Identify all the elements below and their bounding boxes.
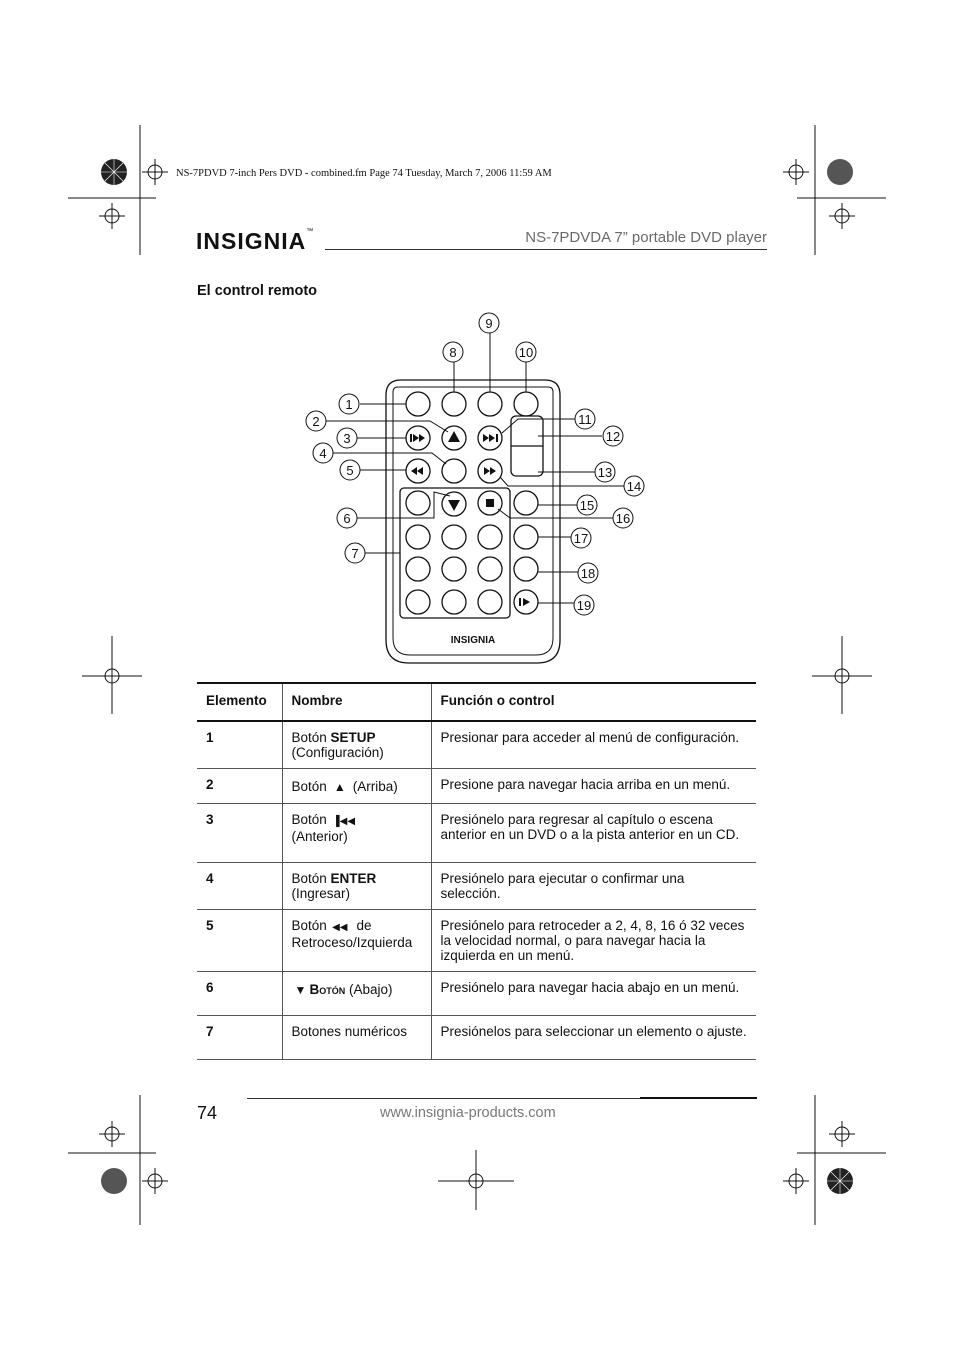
row-function: Presiónelo para retroceder a 2, 4, 8, 16 ó 32 veces la velocidad normal, o para navegar hacia la izquierda en un menú. (431, 910, 756, 972)
row-function: Presione para navegar hacia arriba en un menú. (431, 769, 756, 804)
row-number: 6 (197, 972, 282, 1016)
button-15 (514, 491, 538, 515)
row-number: 4 (197, 863, 282, 910)
header-rule (325, 249, 767, 250)
table-row (197, 1016, 756, 1060)
remote-control-diagram (290, 308, 660, 668)
remote-brand-logo: INSIGNIA (450, 635, 496, 646)
callout-label: 6 (343, 511, 351, 526)
table-row (197, 721, 756, 769)
table-header-row (197, 683, 756, 721)
button-10 (514, 392, 538, 416)
table-row (197, 972, 756, 1016)
callout-label: 19 (576, 598, 592, 613)
button-18 (514, 557, 538, 581)
callout-label: 12 (605, 429, 621, 444)
row-name: Botón ▲ (Arriba) (282, 769, 431, 804)
header-function: Función o control (431, 683, 756, 721)
row-function: Presiónelo para regresar al capítulo o escena anterior en un DVD o a la pista anterior en un CD. (431, 804, 756, 863)
remote-body (386, 380, 560, 663)
rewind-icon: ◀◀ (332, 922, 348, 933)
row-number: 1 (197, 721, 282, 769)
down-arrow-icon: ▼ (294, 983, 307, 997)
callout-label: 13 (597, 465, 613, 480)
row-function: Presiónelo para navegar hacia abajo en un menú. (431, 972, 756, 1016)
callout-label: 18 (580, 566, 596, 581)
previous-icon: ▐◀◀ (332, 816, 356, 827)
row-function: Presiónelos para seleccionar un elemento o ajuste. (431, 1016, 756, 1060)
trademark-symbol: ™ (306, 228, 315, 235)
footer-url: www.insignia-products.com (380, 1105, 556, 1121)
table-row (197, 910, 756, 972)
brand-logo (196, 228, 314, 255)
row-number: 2 (197, 769, 282, 804)
print-info: NS-7PDVD 7-inch Pers DVD - combined.fm Page 74 Tuesday, March 7, 2006 11:59 AM (176, 168, 552, 179)
button-row4-left (406, 491, 430, 515)
row-number: 7 (197, 1016, 282, 1060)
callout-label: 11 (578, 412, 592, 427)
callout-label: 2 (312, 414, 320, 429)
button-17 (514, 525, 538, 549)
callout-label: 16 (615, 511, 631, 526)
brand-logo-text: INSIGNIA (196, 228, 307, 254)
row-name: Botón ◀◀ de Retroceso/Izquierda (282, 910, 431, 972)
callout-label: 5 (346, 463, 354, 478)
button-8 (442, 392, 466, 416)
row-number: 5 (197, 910, 282, 972)
row-name: Botón ENTER (Ingresar) (282, 863, 431, 910)
callout-label: 1 (345, 397, 353, 412)
callout-label: 7 (351, 546, 359, 561)
remote-inner-outline (393, 387, 553, 655)
remote-functions-table (197, 682, 756, 1060)
row-name: Botón SETUP (Configuración) (282, 721, 431, 769)
footer-rule-accent (640, 1097, 757, 1099)
callout-label: 4 (319, 446, 327, 461)
row-name: Botón ▐◀◀ (Anterior) (282, 804, 431, 863)
header-element: Elemento (197, 683, 282, 721)
setup-button (406, 392, 430, 416)
row-function: Presionar para acceder al menú de configuración. (431, 721, 756, 769)
callout-label: 14 (626, 479, 642, 494)
row-number: 3 (197, 804, 282, 863)
callout-label: 3 (343, 431, 351, 446)
up-arrow-icon: ▲ (333, 780, 346, 794)
row-name: ▼ Botón (Abajo) (282, 972, 431, 1016)
enter-button (442, 459, 466, 483)
callout-label: 8 (449, 345, 457, 360)
button-9 (478, 392, 502, 416)
callout-label: 9 (485, 316, 493, 331)
row-function: Presiónelo para ejecutar o confirmar una selección. (431, 863, 756, 910)
header-name: Nombre (282, 683, 431, 721)
section-title: El control remoto (197, 283, 318, 299)
callout-label: 10 (518, 345, 534, 360)
table-row (197, 863, 756, 910)
row-name: Botones numéricos (282, 1016, 431, 1060)
table-row (197, 804, 756, 863)
product-title: NS-7PDVDA 7” portable DVD player (525, 229, 767, 246)
table-row (197, 769, 756, 804)
page-number: 74 (197, 1103, 218, 1123)
callout-label: 17 (573, 531, 589, 546)
callout-label: 15 (579, 498, 595, 513)
